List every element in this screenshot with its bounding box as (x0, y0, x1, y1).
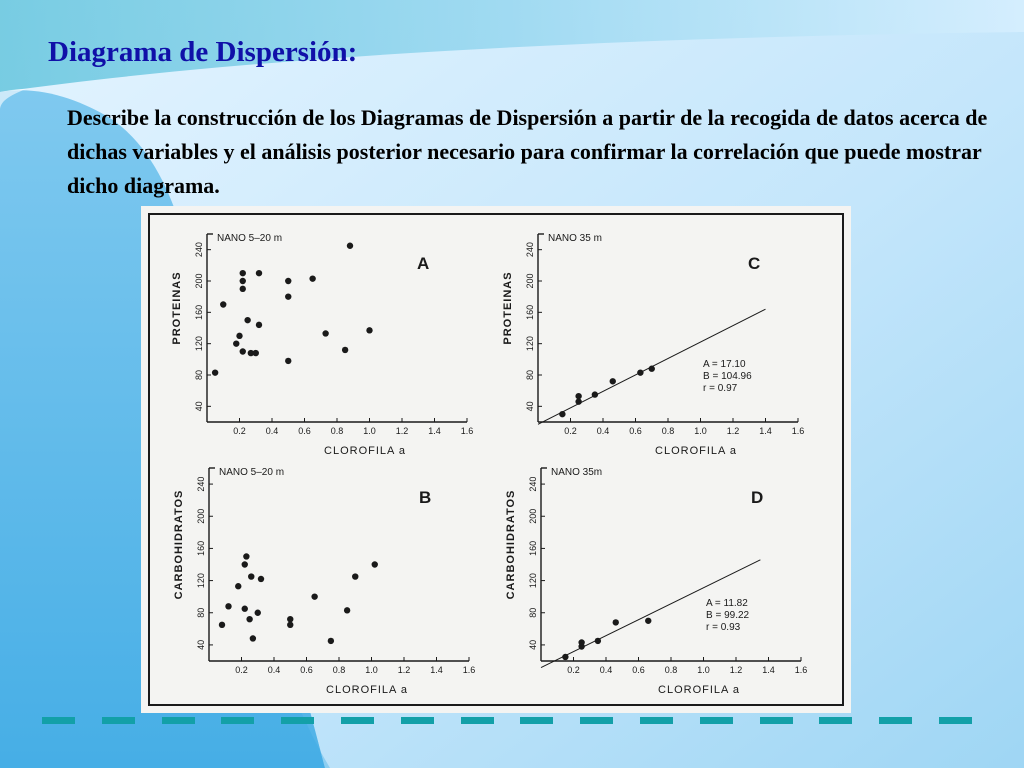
data-point (244, 317, 250, 323)
fit-annotation: A = 17.10 (703, 359, 746, 370)
panel-caption: NANO 5–20 m (217, 233, 283, 244)
footer-dash (819, 717, 852, 724)
panel-d (505, 467, 807, 696)
y-tick-label: 240 (525, 242, 535, 258)
x-tick-label: 1.2 (729, 665, 743, 675)
data-point (240, 286, 246, 292)
data-point (575, 393, 581, 399)
x-tick-label: 1.6 (794, 665, 808, 675)
footer-dash (401, 717, 434, 724)
y-tick-label: 40 (525, 401, 535, 412)
data-point (243, 553, 249, 559)
data-point (575, 398, 581, 404)
data-point (637, 369, 643, 375)
x-tick-label: 0.4 (265, 426, 279, 436)
footer-dash (221, 717, 254, 724)
data-point (240, 270, 246, 276)
x-tick-label: 0.6 (300, 665, 313, 675)
y-tick-label: 40 (528, 639, 538, 650)
panel-caption: NANO 35 m (548, 233, 602, 244)
x-tick-label: 1.2 (395, 426, 409, 436)
data-point (372, 561, 378, 567)
x-axis-title: CLOROFILA a (655, 445, 737, 457)
data-point (250, 635, 256, 641)
data-point (285, 293, 291, 299)
data-point (212, 369, 218, 375)
x-tick-label: 0.4 (599, 665, 613, 675)
panel-caption: NANO 5–20 m (219, 467, 285, 478)
x-tick-label: 1.6 (460, 426, 474, 436)
x-tick-label: 0.4 (267, 665, 281, 675)
footer-dash (341, 717, 374, 724)
y-tick-label: 120 (194, 336, 204, 352)
y-tick-label: 40 (196, 639, 206, 650)
panel-caption: NANO 35m (551, 467, 603, 478)
data-point (233, 340, 239, 346)
data-point (255, 610, 261, 616)
y-tick-label: 200 (525, 273, 535, 289)
x-tick-label: 0.8 (661, 426, 675, 436)
y-axis-title: CARBOHIDRATOS (173, 489, 185, 600)
footer-dash (461, 717, 494, 724)
data-point (366, 327, 372, 333)
data-point (242, 606, 248, 612)
y-tick-label: 120 (525, 336, 535, 352)
data-point (342, 347, 348, 353)
y-axis-title: CARBOHIDRATOS (505, 489, 517, 600)
data-point (219, 622, 225, 628)
data-point (352, 573, 358, 579)
x-tick-label: 0.2 (233, 426, 246, 436)
y-tick-label: 120 (528, 573, 538, 589)
panel-letter: B (419, 488, 432, 507)
fit-annotation: r = 0.97 (703, 383, 738, 394)
data-point (322, 330, 328, 336)
footer-dash (580, 717, 613, 724)
x-tick-label: 0.2 (564, 426, 577, 436)
data-point (649, 366, 655, 372)
data-point (258, 576, 264, 582)
scatter-figure (141, 206, 851, 713)
footer-dash (281, 717, 314, 724)
y-tick-label: 200 (196, 508, 206, 524)
x-axis-title: CLOROFILA a (658, 684, 740, 696)
x-tick-label: 1.2 (397, 665, 411, 675)
x-tick-label: 1.2 (726, 426, 740, 436)
panel-a (171, 233, 473, 457)
data-point (613, 619, 619, 625)
x-tick-label: 1.4 (762, 665, 775, 675)
data-point (610, 378, 616, 384)
data-point (344, 607, 350, 613)
data-point (592, 391, 598, 397)
y-tick-label: 200 (194, 273, 204, 289)
y-axis-title: PROTEINAS (171, 271, 183, 345)
footer-dash-row (42, 717, 982, 725)
data-point (256, 270, 262, 276)
x-tick-label: 1.4 (430, 665, 443, 675)
y-tick-label: 40 (194, 401, 204, 412)
x-tick-label: 1.0 (694, 426, 707, 436)
x-tick-label: 0.6 (629, 426, 642, 436)
data-point (562, 654, 568, 660)
y-axis-title: PROTEINAS (502, 271, 514, 345)
data-point (328, 638, 334, 644)
y-tick-label: 160 (525, 304, 535, 320)
y-tick-label: 240 (196, 476, 206, 492)
fit-annotation: r = 0.93 (706, 622, 741, 633)
data-point (645, 618, 651, 624)
x-tick-label: 1.6 (462, 665, 476, 675)
data-point (236, 333, 242, 339)
y-tick-label: 120 (196, 573, 206, 589)
footer-dash (700, 717, 733, 724)
panel-letter: C (748, 254, 761, 273)
y-tick-label: 80 (194, 369, 204, 381)
footer-dash (939, 717, 972, 724)
panel-c (502, 233, 804, 457)
x-axis-title: CLOROFILA a (324, 445, 406, 457)
x-tick-label: 1.6 (791, 426, 805, 436)
fit-annotation: A = 11.82 (706, 598, 748, 609)
scatter-plots-svg (141, 206, 851, 713)
data-point (256, 322, 262, 328)
x-tick-label: 0.2 (235, 665, 248, 675)
y-tick-label: 240 (528, 476, 538, 492)
x-tick-label: 0.8 (330, 426, 344, 436)
data-point (225, 603, 231, 609)
footer-dash (879, 717, 912, 724)
y-tick-label: 80 (196, 607, 206, 618)
footer-dash (640, 717, 673, 724)
fit-annotation: B = 99.22 (706, 610, 750, 621)
footer-dash (102, 717, 135, 724)
data-point (309, 275, 315, 281)
x-tick-label: 0.4 (596, 426, 610, 436)
data-point (347, 243, 353, 249)
data-point (240, 348, 246, 354)
x-tick-label: 1.0 (365, 665, 378, 675)
y-tick-label: 160 (194, 304, 204, 320)
footer-dash (520, 717, 553, 724)
y-tick-label: 80 (528, 607, 538, 618)
data-point (578, 639, 584, 645)
y-tick-label: 160 (528, 540, 538, 556)
data-point (285, 358, 291, 364)
slide-title: Diagrama de Dispersión: (48, 36, 358, 68)
y-tick-label: 240 (194, 242, 204, 258)
footer-dash (162, 717, 195, 724)
x-tick-label: 1.4 (428, 426, 441, 436)
x-tick-label: 0.8 (664, 665, 678, 675)
data-point (287, 616, 293, 622)
data-point (595, 638, 601, 644)
x-tick-label: 0.6 (298, 426, 311, 436)
footer-dash (760, 717, 793, 724)
panel-letter: D (751, 488, 764, 507)
x-tick-label: 0.8 (332, 665, 346, 675)
data-point (285, 278, 291, 284)
footer-dash (42, 717, 75, 724)
x-axis-title: CLOROFILA a (326, 684, 408, 696)
panel-b (173, 467, 475, 696)
y-tick-label: 200 (528, 508, 538, 524)
y-tick-label: 160 (196, 540, 206, 556)
x-tick-label: 0.2 (567, 665, 580, 675)
data-point (248, 573, 254, 579)
data-point (311, 593, 317, 599)
data-point (559, 411, 565, 417)
data-point (287, 622, 293, 628)
data-point (220, 301, 226, 307)
y-tick-label: 80 (525, 369, 535, 381)
data-point (240, 278, 246, 284)
x-tick-label: 1.0 (363, 426, 376, 436)
data-point (246, 616, 252, 622)
data-point (235, 583, 241, 589)
panel-letter: A (417, 254, 430, 273)
fit-annotation: B = 104.96 (703, 371, 752, 382)
slide-description: Describe la construcción de los Diagramas de Dispersión a partir de la recogida de datos acerca de dichas variables y el análisis posterior necesario para confirmar la correlación que puede mostrar dicho diagrama. (67, 105, 988, 198)
data-point (242, 561, 248, 567)
data-point (253, 350, 259, 356)
x-tick-label: 1.0 (697, 665, 710, 675)
x-tick-label: 1.4 (759, 426, 772, 436)
x-tick-label: 0.6 (632, 665, 645, 675)
